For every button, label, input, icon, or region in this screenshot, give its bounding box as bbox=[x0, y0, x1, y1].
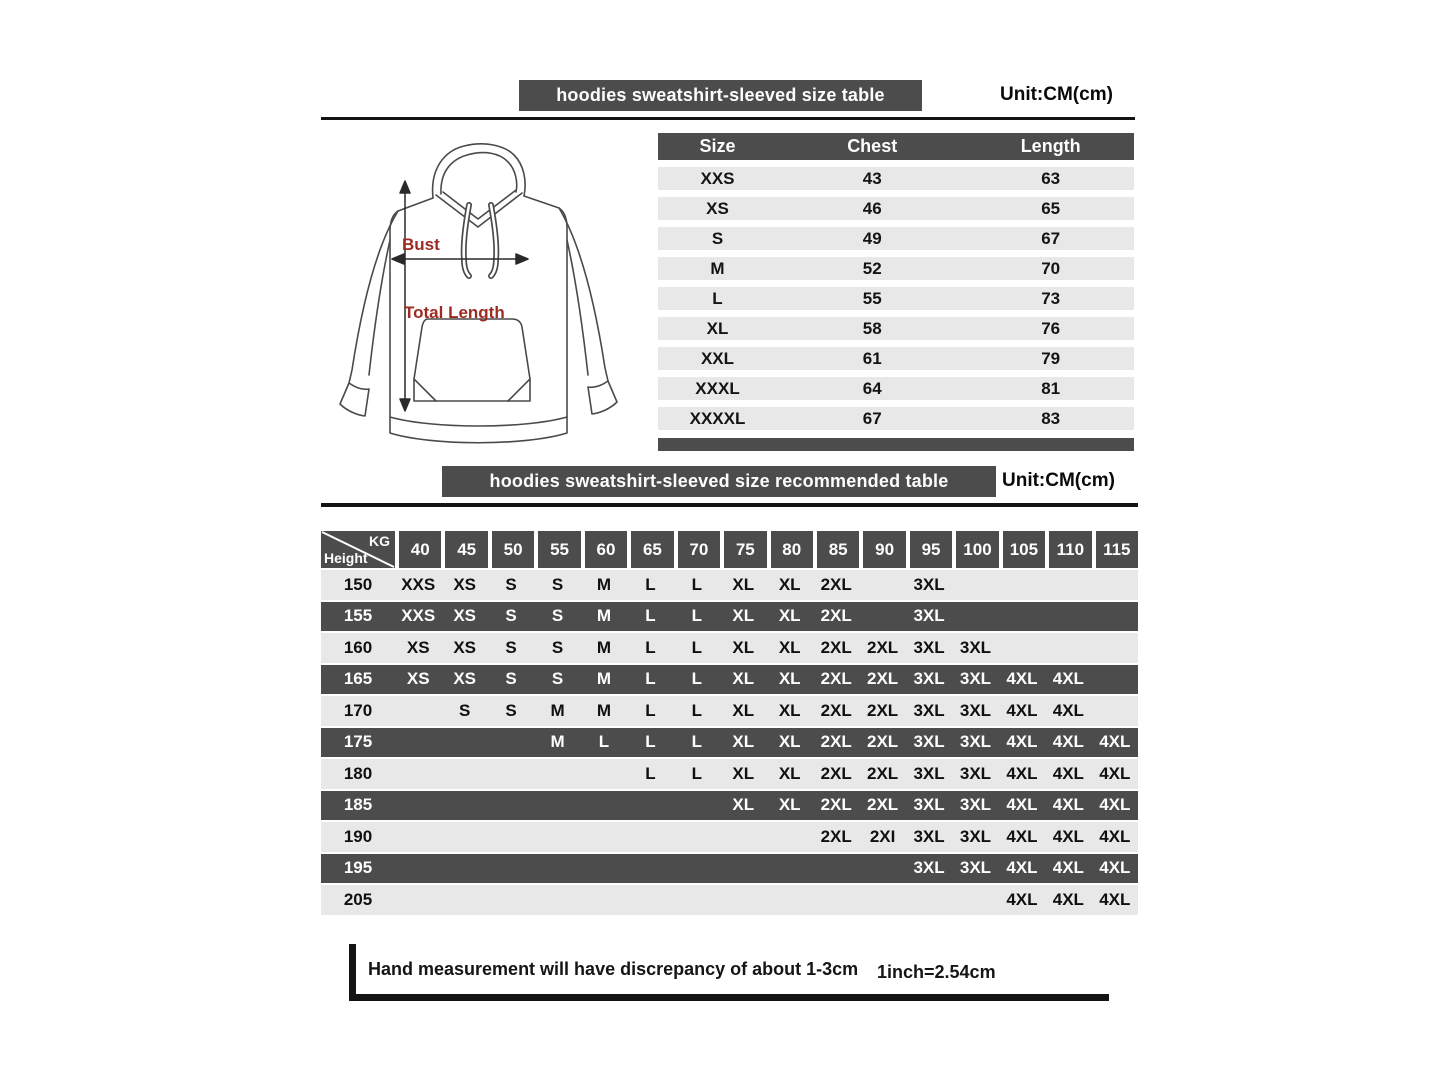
matrix-header-row bbox=[321, 531, 1138, 568]
size-table-cell: XL bbox=[706, 318, 729, 338]
size-table-cell: XXXL bbox=[695, 378, 740, 398]
size-recommendation-cell: 3XL bbox=[913, 732, 945, 752]
size-recommendation-cell: 3XL bbox=[959, 763, 992, 783]
size-recommendation-cell: 3XL bbox=[913, 606, 945, 626]
size-recommendation-cell: 4XL bbox=[1099, 889, 1131, 909]
size-recommendation-cell: 2XL bbox=[820, 795, 852, 815]
size-recommendation-cell: L bbox=[598, 732, 610, 752]
height-label: 185 bbox=[343, 795, 373, 815]
size-recommendation-cell: XXS bbox=[401, 574, 436, 594]
matrix-row bbox=[321, 854, 1138, 884]
size-recommendation-cell: L bbox=[645, 763, 656, 783]
recommended-size-matrix bbox=[321, 531, 1138, 917]
size-recommendation-cell: M bbox=[550, 700, 565, 720]
size-recommendation-cell: 3XL bbox=[913, 700, 945, 720]
size-recommendation-cell: 3XL bbox=[959, 700, 992, 720]
size-recommendation-cell: XL bbox=[732, 637, 755, 657]
unit-label: Unit:CM(cm) bbox=[1000, 84, 1113, 105]
size-recommendation-cell: S bbox=[458, 700, 471, 720]
weight-header-cell: 50 bbox=[492, 531, 534, 568]
height-label: 160 bbox=[343, 637, 373, 657]
size-recommendation-cell: 2XL bbox=[820, 606, 852, 626]
size-recommendation-cell: M bbox=[596, 574, 612, 594]
size-table-cell: 83 bbox=[1041, 408, 1061, 428]
size-recommendation-cell: 2XL bbox=[820, 826, 852, 846]
size-recommendation-cell: 2XL bbox=[867, 637, 899, 657]
height-label: 165 bbox=[343, 669, 373, 689]
note-bottom-bar bbox=[349, 994, 1109, 1001]
size-recommendation-cell: 4XL bbox=[1006, 858, 1038, 878]
size-table-cell: 49 bbox=[862, 228, 882, 248]
size-table bbox=[658, 133, 1134, 451]
size-table-row bbox=[658, 257, 1134, 280]
hoodie-line-art bbox=[332, 135, 622, 460]
size-table-cell: 79 bbox=[1041, 348, 1061, 368]
size-recommendation-cell: XL bbox=[732, 795, 755, 815]
size-recommendation-cell: L bbox=[645, 732, 656, 752]
matrix-row bbox=[321, 570, 1138, 600]
unit-label: Unit:CM(cm) bbox=[1002, 470, 1115, 491]
matrix-body bbox=[321, 570, 1138, 915]
hoodie-diagram bbox=[332, 135, 622, 460]
size-recommendation-cell: S bbox=[551, 606, 564, 626]
size-recommendation-cell: 4XL bbox=[1052, 858, 1084, 878]
size-recommendation-cell: 4XL bbox=[1099, 858, 1131, 878]
size-recommendation-cell: XS bbox=[406, 669, 430, 689]
size-table-row bbox=[658, 377, 1134, 400]
size-recommendation-cell: XL bbox=[778, 700, 801, 720]
size-table-cell: 67 bbox=[862, 408, 882, 428]
size-recommendation-cell: S bbox=[505, 606, 517, 626]
hood-outline bbox=[433, 144, 526, 227]
weight-header-cell: 85 bbox=[817, 531, 859, 568]
size-recommendation-cell: L bbox=[691, 763, 703, 783]
height-label: 180 bbox=[343, 763, 373, 783]
weight-header-cell: 105 bbox=[1003, 531, 1045, 568]
size-recommendation-cell: 2XL bbox=[820, 700, 852, 720]
weight-header-cell: 55 bbox=[538, 531, 580, 568]
size-table-cell: 55 bbox=[862, 288, 882, 308]
bust-label: Bust bbox=[402, 235, 440, 254]
size-recommendation-cell: 4XL bbox=[1052, 732, 1084, 752]
size-recommendation-cell: 3XL bbox=[913, 574, 945, 594]
height-label: 190 bbox=[343, 826, 373, 846]
height-label: 155 bbox=[343, 606, 373, 626]
matrix-row bbox=[321, 759, 1138, 789]
size-table-cell: 43 bbox=[862, 168, 882, 188]
size-recommendation-cell: 2XI bbox=[869, 826, 896, 846]
drawstrings bbox=[464, 205, 497, 276]
column-header-length: Length bbox=[1020, 136, 1081, 156]
size-recommendation-cell: 3XL bbox=[959, 669, 992, 689]
bust-arrow bbox=[392, 254, 528, 264]
size-recommendation-cell: XS bbox=[453, 574, 476, 594]
note-text: Hand measurement will have discrepancy of about 1-3cm bbox=[368, 959, 859, 979]
size-table-cell: 65 bbox=[1041, 198, 1061, 218]
size-recommendation-cell: 2XL bbox=[867, 763, 899, 783]
size-recommendation-cell: 4XL bbox=[1006, 795, 1038, 815]
size-recommendation-cell: L bbox=[691, 606, 703, 626]
size-recommendation-cell: XL bbox=[732, 763, 755, 783]
size-recommendation-cell: 4XL bbox=[1052, 889, 1084, 909]
matrix-row bbox=[321, 791, 1138, 821]
weight-header-cell: 40 bbox=[399, 531, 441, 568]
size-recommendation-cell: XL bbox=[778, 669, 801, 689]
size-recommendation-cell: 3XL bbox=[913, 763, 945, 783]
size-recommendation-cell: 3XL bbox=[959, 795, 992, 815]
size-recommendation-cell: XS bbox=[453, 637, 476, 657]
size-table-cell: 63 bbox=[1041, 168, 1061, 188]
recommended-table-title: hoodies sweatshirt-sleeved size recommended table bbox=[442, 466, 996, 497]
size-recommendation-cell: 4XL bbox=[1006, 700, 1038, 720]
corner-cell bbox=[321, 531, 395, 568]
size-recommendation-cell: 3XL bbox=[913, 795, 945, 815]
height-label: 205 bbox=[343, 889, 373, 909]
size-recommendation-cell: XS bbox=[453, 606, 476, 626]
size-recommendation-cell: 2XL bbox=[820, 732, 852, 752]
size-recommendation-cell: XL bbox=[778, 763, 801, 783]
size-table-row bbox=[658, 317, 1134, 340]
size-recommendation-cell: 4XL bbox=[1006, 732, 1038, 752]
size-table-cell: 52 bbox=[862, 258, 882, 278]
size-table-cell: XXXXL bbox=[689, 408, 746, 428]
size-recommendation-cell: S bbox=[551, 669, 564, 689]
size-recommendation-cell: XXS bbox=[401, 606, 436, 626]
size-recommendation-cell: M bbox=[596, 637, 612, 657]
size-recommendation-cell: L bbox=[691, 700, 703, 720]
size-recommendation-cell: L bbox=[645, 606, 656, 626]
size-recommendation-cell: 4XL bbox=[1006, 763, 1038, 783]
weight-header-cell: 95 bbox=[910, 531, 952, 568]
size-table-cell: XXL bbox=[700, 348, 735, 368]
size-table-cell: 58 bbox=[862, 318, 882, 338]
size-table-cell: 61 bbox=[862, 348, 882, 368]
weight-header-cell: 80 bbox=[771, 531, 813, 568]
size-table-row bbox=[658, 407, 1134, 430]
size-recommendation-cell: XL bbox=[778, 795, 801, 815]
size-table-cell: 46 bbox=[862, 198, 882, 218]
weight-header-cell: 115 bbox=[1096, 531, 1138, 568]
size-recommendation-cell: M bbox=[550, 732, 565, 752]
size-recommendation-cell: XL bbox=[732, 732, 755, 752]
size-table-header-row bbox=[658, 133, 1134, 160]
size-recommendation-cell: L bbox=[691, 669, 703, 689]
size-table-title: hoodies sweatshirt-sleeved size table bbox=[519, 80, 922, 111]
size-recommendation-cell: 2XL bbox=[867, 700, 899, 720]
size-recommendation-cell: L bbox=[645, 669, 656, 689]
inch-conversion-text: 1inch=2.54cm bbox=[877, 962, 996, 982]
size-recommendation-cell: 3XL bbox=[959, 858, 992, 878]
size-recommendation-cell: 4XL bbox=[1052, 763, 1084, 783]
size-recommendation-cell: XL bbox=[778, 606, 801, 626]
height-label: 170 bbox=[343, 700, 373, 720]
matrix-row bbox=[321, 665, 1138, 695]
matrix-row bbox=[321, 602, 1138, 632]
size-recommendation-cell: 2XL bbox=[820, 574, 852, 594]
weight-header-cell: 60 bbox=[585, 531, 627, 568]
size-recommendation-cell: S bbox=[505, 574, 517, 594]
size-table-row bbox=[658, 197, 1134, 220]
corner-height-label: Height bbox=[324, 550, 368, 566]
size-recommendation-cell: S bbox=[551, 574, 564, 594]
size-table-cell: S bbox=[711, 228, 724, 248]
size-recommendation-cell: 4XL bbox=[1006, 826, 1038, 846]
size-recommendation-cell: 3XL bbox=[913, 826, 945, 846]
size-recommendation-cell: 2XL bbox=[820, 763, 852, 783]
size-recommendation-cell: 3XL bbox=[959, 732, 992, 752]
size-recommendation-cell: M bbox=[596, 700, 612, 720]
size-table-cell: XS bbox=[706, 198, 729, 218]
size-table-cell: 81 bbox=[1041, 378, 1061, 398]
matrix-row bbox=[321, 696, 1138, 726]
size-recommendation-cell: XL bbox=[732, 700, 755, 720]
size-recommendation-cell: S bbox=[505, 669, 517, 689]
size-recommendation-cell: 2XL bbox=[867, 795, 899, 815]
size-table-footer-bar bbox=[658, 438, 1134, 451]
divider-line bbox=[321, 117, 1135, 120]
size-recommendation-cell: 2XL bbox=[820, 669, 852, 689]
size-recommendation-cell: 4XL bbox=[1099, 732, 1131, 752]
size-recommendation-cell: 3XL bbox=[913, 858, 945, 878]
size-recommendation-cell: 3XL bbox=[959, 826, 992, 846]
size-recommendation-cell: 4XL bbox=[1052, 700, 1084, 720]
size-recommendation-cell: L bbox=[645, 637, 656, 657]
total-length-label: Total Length bbox=[404, 303, 505, 322]
size-recommendation-cell: XL bbox=[778, 732, 801, 752]
size-recommendation-cell: L bbox=[691, 732, 703, 752]
size-recommendation-cell: 4XL bbox=[1006, 669, 1038, 689]
size-recommendation-cell: XL bbox=[732, 669, 755, 689]
size-table-row bbox=[658, 287, 1134, 310]
size-table-cell: 64 bbox=[862, 378, 882, 398]
size-recommendation-cell: L bbox=[691, 637, 703, 657]
matrix-row bbox=[321, 633, 1138, 663]
size-recommendation-cell: 4XL bbox=[1006, 889, 1038, 909]
height-label: 150 bbox=[343, 574, 373, 594]
size-table-cell: XXS bbox=[700, 168, 735, 188]
weight-header-cell: 90 bbox=[863, 531, 905, 568]
weight-header-cell: 70 bbox=[678, 531, 720, 568]
size-recommendation-cell: XL bbox=[778, 574, 801, 594]
size-recommendation-cell: XL bbox=[732, 574, 755, 594]
weight-header-cell: 75 bbox=[724, 531, 766, 568]
size-recommendation-cell: 4XL bbox=[1099, 826, 1131, 846]
size-recommendation-cell: L bbox=[691, 574, 703, 594]
size-recommendation-cell: S bbox=[505, 637, 517, 657]
size-recommendation-cell: 3XL bbox=[913, 637, 945, 657]
size-recommendation-cell: M bbox=[596, 669, 612, 689]
size-table-cell: L bbox=[712, 288, 723, 308]
size-table-cell: 76 bbox=[1041, 318, 1061, 338]
size-recommendation-cell: 2XL bbox=[867, 669, 899, 689]
size-recommendation-cell: S bbox=[551, 637, 564, 657]
total-length-arrow bbox=[400, 181, 410, 411]
weight-header-cell: 100 bbox=[956, 531, 998, 568]
weight-header-cell: 45 bbox=[445, 531, 487, 568]
size-recommendation-cell: 2XL bbox=[867, 732, 899, 752]
size-table-body bbox=[658, 167, 1134, 430]
size-recommendation-cell: 2XL bbox=[820, 637, 852, 657]
note-left-bar bbox=[349, 944, 356, 1001]
size-recommendation-cell: 3XL bbox=[959, 637, 992, 657]
size-recommendation-cell: 3XL bbox=[913, 669, 945, 689]
size-recommendation-cell: M bbox=[596, 606, 612, 626]
column-header-size: Size bbox=[699, 136, 736, 156]
size-recommendation-cell: XS bbox=[453, 669, 476, 689]
size-recommendation-cell: 4XL bbox=[1052, 669, 1084, 689]
size-table-cell: 67 bbox=[1041, 228, 1061, 248]
size-recommendation-cell: S bbox=[505, 700, 517, 720]
size-recommendation-cell: 4XL bbox=[1052, 795, 1084, 815]
size-recommendation-cell: L bbox=[645, 700, 656, 720]
corner-kg-label: KG bbox=[369, 533, 390, 549]
size-table-row bbox=[658, 167, 1134, 190]
size-table-cell: 70 bbox=[1041, 258, 1061, 278]
matrix-row bbox=[321, 728, 1138, 758]
size-recommendation-cell: 4XL bbox=[1099, 795, 1131, 815]
size-recommendation-cell: 4XL bbox=[1052, 826, 1084, 846]
size-recommendation-cell: L bbox=[645, 574, 656, 594]
size-recommendation-cell: XS bbox=[406, 637, 430, 657]
matrix-row bbox=[321, 885, 1138, 915]
pocket-outline bbox=[414, 319, 530, 401]
size-recommendation-cell: XL bbox=[732, 606, 755, 626]
size-table-cell: M bbox=[710, 258, 725, 278]
divider-line bbox=[321, 503, 1138, 507]
weight-header-cell: 65 bbox=[631, 531, 673, 568]
size-table-row bbox=[658, 227, 1134, 250]
matrix-row bbox=[321, 822, 1138, 852]
column-header-chest: Chest bbox=[847, 136, 898, 156]
size-table-cell: 73 bbox=[1041, 288, 1061, 308]
size-recommendation-cell: 4XL bbox=[1099, 763, 1131, 783]
height-label: 195 bbox=[343, 858, 373, 878]
size-recommendation-cell: XL bbox=[778, 637, 801, 657]
height-label: 175 bbox=[343, 732, 373, 752]
size-table-row bbox=[658, 347, 1134, 370]
weight-header-cell: 110 bbox=[1049, 531, 1091, 568]
